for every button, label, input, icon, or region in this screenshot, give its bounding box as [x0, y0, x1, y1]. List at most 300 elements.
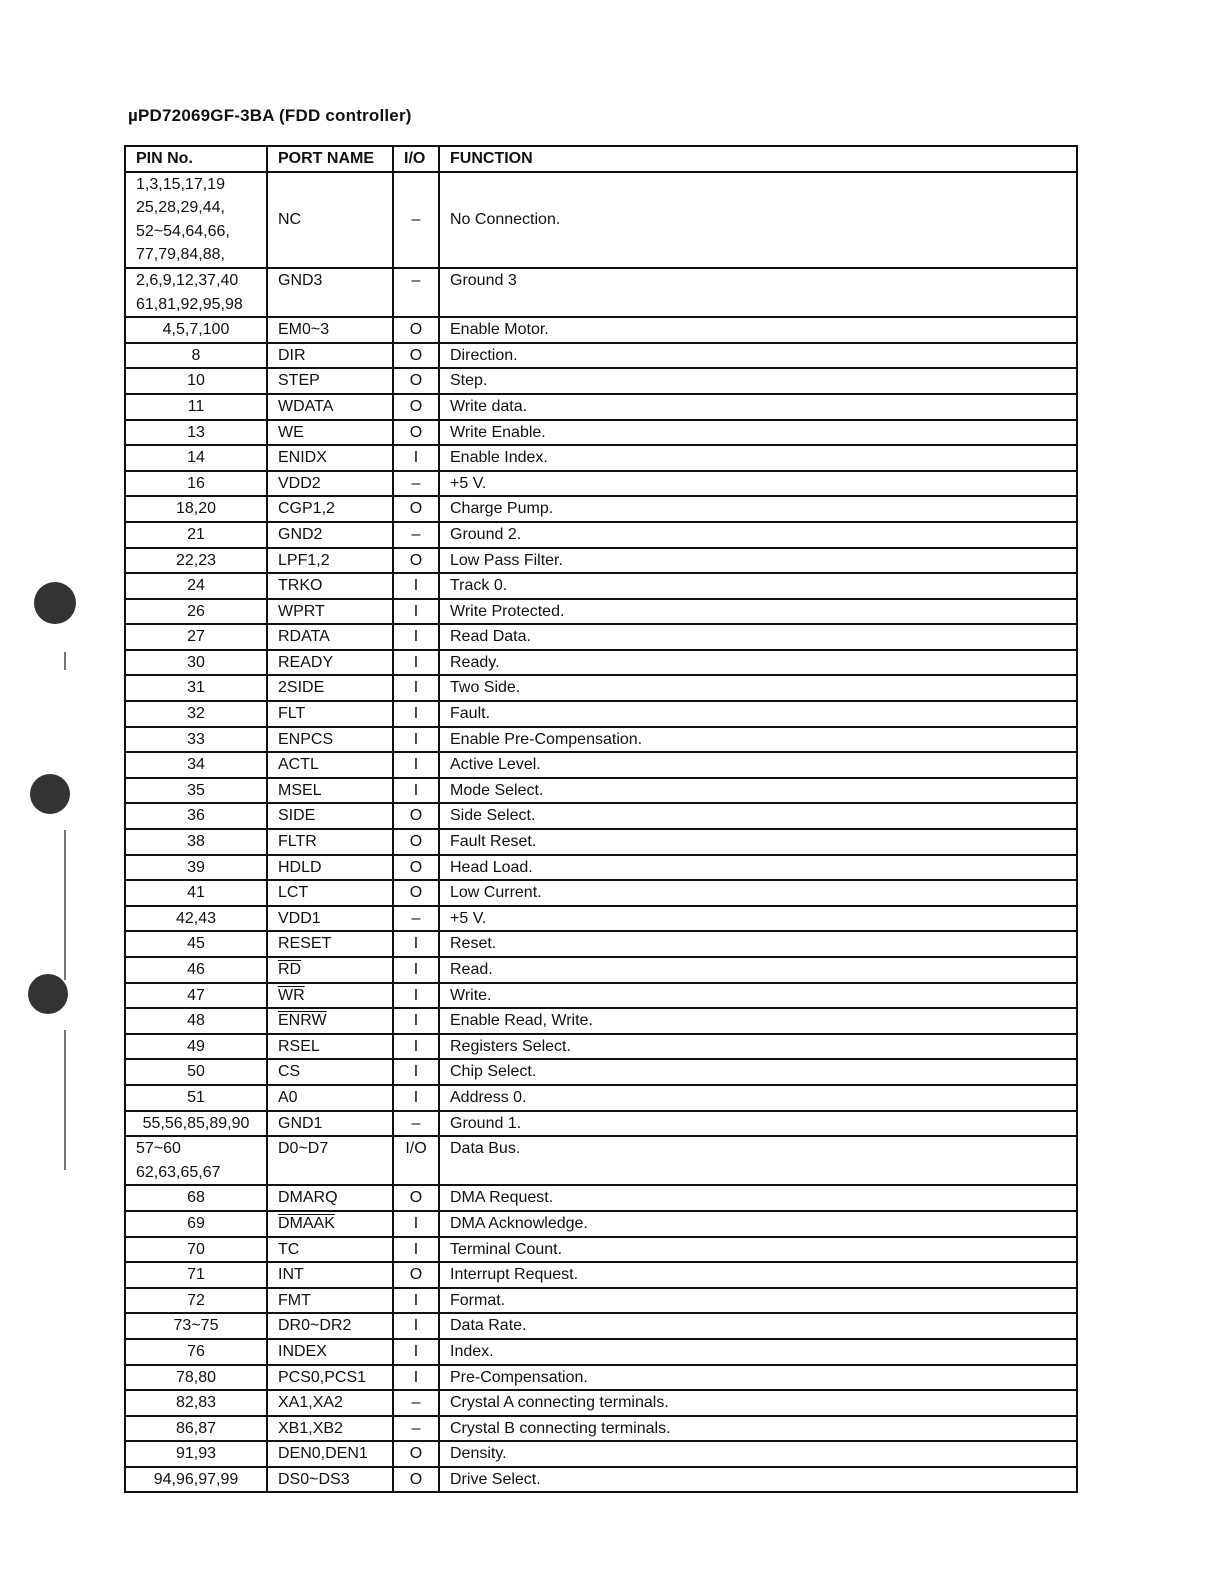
- port-name: WDATA: [278, 397, 334, 415]
- port-name: READY: [278, 653, 334, 671]
- function-cell: Data Bus.: [439, 1136, 1077, 1185]
- io-cell: O: [393, 394, 439, 420]
- table-row: [125, 1008, 1077, 1034]
- port-name-cell: [267, 957, 393, 983]
- function-cell: Enable Pre-Compensation.: [439, 727, 1077, 753]
- port-name: DMAAK: [278, 1214, 335, 1232]
- table-row: [125, 368, 1077, 394]
- pin-number-cell: 34: [125, 752, 267, 778]
- table-row: [125, 624, 1077, 650]
- port-name-cell: [267, 752, 393, 778]
- function-cell: Enable Read, Write.: [439, 1008, 1077, 1034]
- io-cell: I: [393, 650, 439, 676]
- table-row: [125, 1262, 1077, 1288]
- port-name: ENPCS: [278, 730, 334, 748]
- io-cell: O: [393, 803, 439, 829]
- port-name-cell: [267, 778, 393, 804]
- pin-number-cell: 86,87: [125, 1416, 267, 1442]
- pin-number-cell: 91,93: [125, 1441, 267, 1467]
- pin-number-cell: 33: [125, 727, 267, 753]
- table-row: [125, 1441, 1077, 1467]
- port-name-cell: [267, 1441, 393, 1467]
- document-title: µPD72069GF-3BA (FDD controller): [128, 106, 412, 125]
- port-name: FLT: [278, 705, 306, 723]
- table-row: [125, 573, 1077, 599]
- port-name: HDLD: [278, 858, 322, 876]
- table-row: [125, 880, 1077, 906]
- io-cell: –: [393, 522, 439, 548]
- port-name: LCT: [278, 884, 309, 902]
- pin-number-cell: 11: [125, 394, 267, 420]
- port-name-cell: [267, 829, 393, 855]
- port-name-cell: [267, 1185, 393, 1211]
- port-name-cell: [267, 1416, 393, 1442]
- pin-number-cell: [125, 268, 267, 317]
- io-cell: I: [393, 778, 439, 804]
- port-name-cell: [267, 1034, 393, 1060]
- function-cell: Format.: [439, 1288, 1077, 1314]
- function-cell: Chip Select.: [439, 1059, 1077, 1085]
- port-name-cell: [267, 1467, 393, 1493]
- io-cell: I: [393, 1288, 439, 1314]
- port-name: NC: [278, 210, 302, 228]
- port-name: TC: [278, 1240, 300, 1258]
- function-cell: Low Current.: [439, 880, 1077, 906]
- pin-number-cell: 18,20: [125, 496, 267, 522]
- port-name: EM0~3: [278, 321, 330, 339]
- pin-number-cell: 73~75: [125, 1313, 267, 1339]
- port-name-cell: [267, 1008, 393, 1034]
- port-name: 2SIDE: [278, 679, 325, 697]
- function-cell: Fault.: [439, 701, 1077, 727]
- io-cell: –: [393, 172, 439, 268]
- io-cell: O: [393, 548, 439, 574]
- table-row: [125, 1288, 1077, 1314]
- table-row: [125, 727, 1077, 753]
- pin-number-cell: 21: [125, 522, 267, 548]
- function-cell: Ground 1.: [439, 1111, 1077, 1137]
- pin-number-cell: 94,96,97,99: [125, 1467, 267, 1493]
- header-port-name: PORT NAME: [267, 146, 393, 172]
- io-cell: I: [393, 1059, 439, 1085]
- io-cell: I: [393, 1237, 439, 1263]
- port-name: CS: [278, 1063, 301, 1081]
- io-cell: I: [393, 624, 439, 650]
- table-row: [125, 1416, 1077, 1442]
- pin-number-cell: 32: [125, 701, 267, 727]
- port-name-cell: [267, 573, 393, 599]
- port-name: FMT: [278, 1291, 311, 1309]
- function-cell: Interrupt Request.: [439, 1262, 1077, 1288]
- function-cell: Direction.: [439, 343, 1077, 369]
- io-cell: I: [393, 1339, 439, 1365]
- port-name-cell: [267, 931, 393, 957]
- pin-number-cell: [125, 1136, 267, 1185]
- pin-number-line: 52~54,64,66,: [136, 222, 230, 240]
- table-row: [125, 803, 1077, 829]
- function-cell: Read.: [439, 957, 1077, 983]
- port-name: INT: [278, 1266, 304, 1284]
- pin-number-cell: 68: [125, 1185, 267, 1211]
- port-name: TRKO: [278, 577, 323, 595]
- port-name: FLTR: [278, 833, 317, 851]
- io-cell: I: [393, 727, 439, 753]
- port-name: $\overline{WR}$: [278, 986, 305, 1004]
- function-cell: Side Select.: [439, 803, 1077, 829]
- table-row: [125, 931, 1077, 957]
- pin-number-cell: 78,80: [125, 1365, 267, 1391]
- function-cell: DMA Request.: [439, 1185, 1077, 1211]
- function-cell: Terminal Count.: [439, 1237, 1077, 1263]
- pin-number-cell: 22,23: [125, 548, 267, 574]
- table-row: [125, 1365, 1077, 1391]
- table-row: [125, 957, 1077, 983]
- table-row: [125, 1313, 1077, 1339]
- io-cell: –: [393, 906, 439, 932]
- function-cell: Ground 3: [439, 268, 1077, 317]
- margin-tick: [64, 830, 66, 980]
- port-name: RESET: [278, 935, 332, 953]
- pin-number-cell: 50: [125, 1059, 267, 1085]
- pin-number-cell: 26: [125, 599, 267, 625]
- port-name: VDD2: [278, 474, 321, 492]
- pin-number-cell: 45: [125, 931, 267, 957]
- function-cell: Registers Select.: [439, 1034, 1077, 1060]
- io-cell: I: [393, 1365, 439, 1391]
- port-name-cell: [267, 1211, 393, 1237]
- table-row: [125, 906, 1077, 932]
- pin-number-cell: 35: [125, 778, 267, 804]
- margin-tick: [64, 1030, 66, 1170]
- function-cell: DMA Acknowledge.: [439, 1211, 1077, 1237]
- port-name-cell: [267, 1365, 393, 1391]
- pin-number-cell: 69: [125, 1211, 267, 1237]
- port-name-cell: [267, 522, 393, 548]
- pin-number-cell: 48: [125, 1008, 267, 1034]
- port-name-cell: [267, 394, 393, 420]
- port-name: DIR: [278, 346, 306, 364]
- function-cell: +5 V.: [439, 906, 1077, 932]
- pin-number-line: 61,81,92,95,98: [136, 295, 243, 313]
- function-cell: Write.: [439, 983, 1077, 1009]
- port-name-cell: [267, 599, 393, 625]
- port-name: VDD1: [278, 909, 321, 927]
- table-row: [125, 829, 1077, 855]
- io-cell: –: [393, 268, 439, 317]
- io-cell: I: [393, 1034, 439, 1060]
- pin-number-cell: 14: [125, 445, 267, 471]
- pin-number-cell: 47: [125, 983, 267, 1009]
- pin-number-cell: 24: [125, 573, 267, 599]
- port-name-cell: [267, 1313, 393, 1339]
- io-cell: –: [393, 1390, 439, 1416]
- port-name: RDATA: [278, 628, 330, 646]
- port-name-cell: [267, 1237, 393, 1263]
- io-cell: I: [393, 1313, 439, 1339]
- io-cell: O: [393, 855, 439, 881]
- function-cell: Ready.: [439, 650, 1077, 676]
- function-cell: No Connection.: [439, 172, 1077, 268]
- function-cell: Charge Pump.: [439, 496, 1077, 522]
- table-row: [125, 1085, 1077, 1111]
- port-name-cell: [267, 701, 393, 727]
- function-cell: Enable Index.: [439, 445, 1077, 471]
- table-row: [125, 701, 1077, 727]
- port-name: CGP1,2: [278, 500, 335, 518]
- io-cell: O: [393, 1185, 439, 1211]
- header-pin-no: PIN No.: [125, 146, 267, 172]
- table-row: [125, 1390, 1077, 1416]
- table-row: [125, 172, 1077, 268]
- port-name: DMARQ: [278, 1189, 338, 1207]
- port-name: XB1,XB2: [278, 1419, 343, 1437]
- table-row: [125, 1211, 1077, 1237]
- table-row: [125, 650, 1077, 676]
- function-cell: Pre-Compensation.: [439, 1365, 1077, 1391]
- port-name: DR0~DR2: [278, 1317, 352, 1335]
- port-name: DEN0,DEN1: [278, 1445, 368, 1463]
- pin-number-cell: 16: [125, 471, 267, 497]
- header-io: I/O: [393, 146, 439, 172]
- table-row: [125, 420, 1077, 446]
- pin-number-line: 2,6,9,12,37,40: [136, 271, 239, 289]
- function-cell: Write Enable.: [439, 420, 1077, 446]
- io-cell: I: [393, 752, 439, 778]
- port-name-cell: [267, 1085, 393, 1111]
- function-cell: Write Protected.: [439, 599, 1077, 625]
- port-name-cell: [267, 1111, 393, 1137]
- pin-number-cell: 46: [125, 957, 267, 983]
- function-cell: Low Pass Filter.: [439, 548, 1077, 574]
- port-name-cell: [267, 1288, 393, 1314]
- port-name-cell: [267, 1262, 393, 1288]
- pin-number-cell: 72: [125, 1288, 267, 1314]
- io-cell: I: [393, 599, 439, 625]
- table-row: [125, 1339, 1077, 1365]
- function-cell: Crystal B connecting terminals.: [439, 1416, 1077, 1442]
- function-cell: Enable Motor.: [439, 317, 1077, 343]
- function-cell: Mode Select.: [439, 778, 1077, 804]
- table-row: [125, 599, 1077, 625]
- io-cell: –: [393, 471, 439, 497]
- pin-number-cell: 36: [125, 803, 267, 829]
- io-cell: I: [393, 1008, 439, 1034]
- table-row: [125, 1136, 1077, 1185]
- pin-number-cell: 30: [125, 650, 267, 676]
- function-cell: Address 0.: [439, 1085, 1077, 1111]
- port-name-cell: [267, 268, 393, 317]
- pin-number-cell: 27: [125, 624, 267, 650]
- io-cell: –: [393, 1111, 439, 1137]
- pin-table: [124, 145, 1078, 1493]
- table-row: [125, 1111, 1077, 1137]
- table-header-row: [125, 146, 1077, 172]
- io-cell: O: [393, 317, 439, 343]
- table-row: [125, 317, 1077, 343]
- pin-number-line: 77,79,84,88,: [136, 246, 225, 264]
- table-row: [125, 1034, 1077, 1060]
- port-name-cell: [267, 675, 393, 701]
- pin-number-cell: 71: [125, 1262, 267, 1288]
- io-cell: O: [393, 829, 439, 855]
- port-name: RSEL: [278, 1037, 320, 1055]
- table-row: [125, 394, 1077, 420]
- port-name-cell: [267, 650, 393, 676]
- function-cell: Active Level.: [439, 752, 1077, 778]
- port-name: $\overline{RD}$: [278, 961, 302, 978]
- port-name-cell: [267, 368, 393, 394]
- port-name-cell: [267, 880, 393, 906]
- function-cell: Fault Reset.: [439, 829, 1077, 855]
- port-name: MSEL: [278, 781, 322, 799]
- io-cell: I: [393, 983, 439, 1009]
- table-row: [125, 522, 1077, 548]
- pin-number-cell: 4,5,7,100: [125, 317, 267, 343]
- port-name-cell: [267, 727, 393, 753]
- pin-number-cell: 49: [125, 1034, 267, 1060]
- function-cell: Two Side.: [439, 675, 1077, 701]
- io-cell: I: [393, 1211, 439, 1237]
- port-name-cell: [267, 496, 393, 522]
- port-name-cell: [267, 471, 393, 497]
- io-cell: –: [393, 1416, 439, 1442]
- pin-number-line: 62,63,65,67: [136, 1163, 221, 1181]
- binder-hole-middle: [30, 774, 70, 814]
- function-cell: Read Data.: [439, 624, 1077, 650]
- port-name: GND2: [278, 525, 323, 543]
- function-cell: Drive Select.: [439, 1467, 1077, 1493]
- pin-number-cell: 8: [125, 343, 267, 369]
- port-name-cell: [267, 317, 393, 343]
- io-cell: O: [393, 343, 439, 369]
- pin-number-cell: 13: [125, 420, 267, 446]
- port-name-cell: [267, 548, 393, 574]
- io-cell: I: [393, 573, 439, 599]
- port-name: LPF1,2: [278, 551, 330, 569]
- pin-number-cell: 51: [125, 1085, 267, 1111]
- function-cell: Reset.: [439, 931, 1077, 957]
- header-function: FUNCTION: [439, 146, 1077, 172]
- pin-number-line: 25,28,29,44,: [136, 199, 225, 217]
- port-name-cell: [267, 1059, 393, 1085]
- port-name-cell: [267, 1136, 393, 1185]
- port-name: PCS0,PCS1: [278, 1368, 367, 1386]
- pin-number-cell: 70: [125, 1237, 267, 1263]
- binder-hole-top: [34, 582, 76, 624]
- table-row: [125, 778, 1077, 804]
- port-name-cell: [267, 420, 393, 446]
- function-cell: Write data.: [439, 394, 1077, 420]
- function-cell: Track 0.: [439, 573, 1077, 599]
- port-name: SIDE: [278, 807, 316, 825]
- port-name-cell: [267, 1390, 393, 1416]
- port-name-cell: [267, 983, 393, 1009]
- pin-number-cell: 76: [125, 1339, 267, 1365]
- table-row: [125, 983, 1077, 1009]
- pin-number-cell: 41: [125, 880, 267, 906]
- margin-tick: [64, 652, 66, 670]
- function-cell: Density.: [439, 1441, 1077, 1467]
- pin-number-cell: 10: [125, 368, 267, 394]
- io-cell: O: [393, 1467, 439, 1493]
- table-row: [125, 548, 1077, 574]
- function-cell: Data Rate.: [439, 1313, 1077, 1339]
- port-name: XA1,XA2: [278, 1394, 343, 1412]
- pin-number-cell: 31: [125, 675, 267, 701]
- port-name: DS0~DS3: [278, 1470, 350, 1488]
- table-row: [125, 445, 1077, 471]
- port-name: ACTL: [278, 756, 319, 774]
- port-name-cell: [267, 1339, 393, 1365]
- io-cell: I: [393, 957, 439, 983]
- function-cell: Index.: [439, 1339, 1077, 1365]
- io-cell: O: [393, 880, 439, 906]
- function-cell: +5 V.: [439, 471, 1077, 497]
- io-cell: I/O: [393, 1136, 439, 1185]
- pin-number-cell: 42,43: [125, 906, 267, 932]
- io-cell: I: [393, 445, 439, 471]
- port-name: ENRW: [278, 1012, 327, 1030]
- function-cell: Step.: [439, 368, 1077, 394]
- port-name: STEP: [278, 372, 320, 390]
- port-name-cell: [267, 906, 393, 932]
- port-name-cell: [267, 855, 393, 881]
- port-name: WPRT: [278, 602, 325, 620]
- port-name-cell: [267, 803, 393, 829]
- pin-number-cell: 55,56,85,89,90: [125, 1111, 267, 1137]
- port-name: INDEX: [278, 1342, 327, 1360]
- table-row: [125, 471, 1077, 497]
- io-cell: O: [393, 368, 439, 394]
- pin-number-line: 57~60: [136, 1140, 181, 1158]
- io-cell: O: [393, 420, 439, 446]
- pin-table-body: [125, 172, 1077, 1493]
- pin-number-cell: 82,83: [125, 1390, 267, 1416]
- pin-number-cell: 38: [125, 829, 267, 855]
- pin-number-line: 1,3,15,17,19: [136, 175, 225, 193]
- function-cell: Ground 2.: [439, 522, 1077, 548]
- port-name: A0: [278, 1088, 298, 1106]
- table-row: [125, 1237, 1077, 1263]
- table-row: [125, 1059, 1077, 1085]
- binder-hole-bottom: [28, 974, 68, 1014]
- port-name: WE: [278, 423, 304, 441]
- io-cell: I: [393, 675, 439, 701]
- table-row: [125, 675, 1077, 701]
- table-row: [125, 496, 1077, 522]
- io-cell: O: [393, 496, 439, 522]
- table-row: [125, 1185, 1077, 1211]
- port-name: GND3: [278, 271, 323, 289]
- table-row: [125, 343, 1077, 369]
- port-name: GND1: [278, 1114, 323, 1132]
- table-row: [125, 752, 1077, 778]
- io-cell: O: [393, 1262, 439, 1288]
- function-cell: Crystal A connecting terminals.: [439, 1390, 1077, 1416]
- io-cell: O: [393, 1441, 439, 1467]
- io-cell: I: [393, 1085, 439, 1111]
- port-name-cell: [267, 624, 393, 650]
- io-cell: I: [393, 701, 439, 727]
- port-name-cell: [267, 343, 393, 369]
- io-cell: I: [393, 931, 439, 957]
- port-name: D0~D7: [278, 1140, 329, 1158]
- port-name-cell: [267, 445, 393, 471]
- port-name: ENIDX: [278, 449, 327, 467]
- table-row: [125, 855, 1077, 881]
- port-name-cell: [267, 172, 393, 268]
- pin-number-cell: [125, 172, 267, 268]
